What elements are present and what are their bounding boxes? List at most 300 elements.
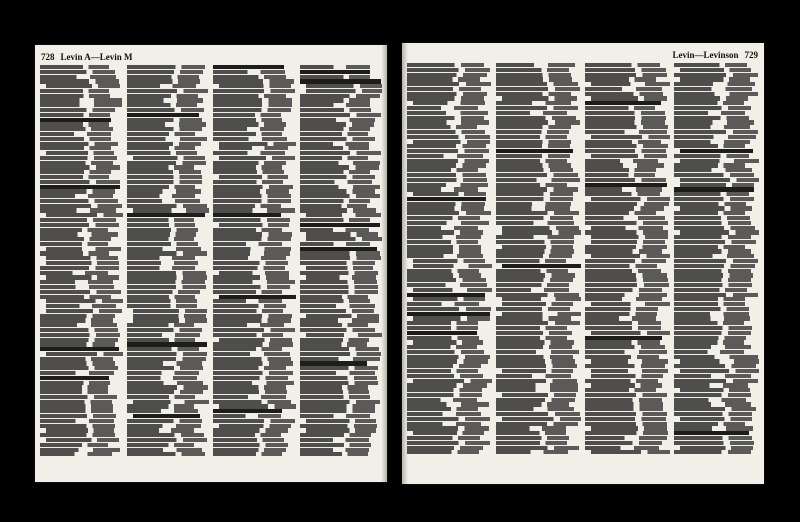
directory-entry — [300, 376, 378, 380]
directory-entry — [407, 302, 479, 306]
directory-entry — [219, 84, 291, 88]
directory-entry — [300, 443, 372, 447]
directory-entry — [674, 288, 747, 292]
directory-entry — [300, 352, 382, 356]
directory-entry — [585, 125, 668, 129]
directory-entry — [591, 254, 670, 258]
directory-entry — [407, 350, 484, 354]
directory-entry — [496, 106, 578, 110]
directory-entry — [127, 98, 204, 102]
directory-entry — [213, 347, 282, 351]
directory-entry — [40, 400, 112, 404]
directory-entry — [407, 135, 490, 139]
directory-entry — [496, 101, 571, 105]
directory-entry — [300, 208, 377, 212]
directory-entry — [219, 223, 289, 227]
directory-entry — [407, 183, 488, 187]
directory-entry — [127, 151, 198, 155]
directory-entry — [127, 295, 195, 299]
directory-entry — [40, 161, 113, 165]
directory-entry — [127, 323, 195, 327]
directory-entry — [300, 247, 378, 251]
directory-entry — [213, 304, 286, 308]
directory-entry — [674, 402, 751, 406]
directory-entry — [407, 383, 487, 387]
directory-entry — [496, 426, 566, 430]
directory-entry — [407, 407, 478, 411]
directory-entry — [407, 393, 482, 397]
directory-entry — [40, 70, 115, 74]
directory-entry — [127, 146, 195, 150]
directory-entry — [674, 393, 751, 397]
directory-entry — [213, 189, 289, 193]
directory-entry — [585, 230, 668, 234]
directory-entry — [300, 165, 379, 169]
directory-entry — [407, 278, 486, 282]
directory-entry — [40, 132, 111, 136]
directory-entry — [133, 208, 210, 212]
directory-entry — [219, 175, 288, 179]
directory-entry — [585, 393, 667, 397]
directory-entry — [496, 197, 573, 201]
directory-entry — [585, 283, 669, 287]
directory-entry — [674, 307, 749, 311]
directory-entry — [585, 336, 662, 340]
directory-entry — [585, 417, 666, 421]
right-column-2 — [496, 63, 581, 478]
directory-entry — [46, 438, 119, 442]
directory-entry — [674, 245, 745, 249]
directory-entry — [127, 448, 202, 452]
right-gutter-shadow — [402, 43, 408, 484]
directory-entry — [213, 213, 281, 217]
directory-entry — [300, 189, 376, 193]
directory-entry — [46, 247, 121, 251]
directory-entry — [127, 366, 204, 370]
directory-entry — [127, 395, 195, 399]
directory-entry — [674, 187, 754, 191]
directory-entry — [585, 446, 659, 450]
directory-entry — [407, 240, 478, 244]
directory-entry — [40, 65, 109, 69]
directory-entry — [219, 142, 296, 146]
directory-entry — [413, 379, 492, 383]
directory-entry — [213, 237, 291, 241]
directory-entry — [40, 448, 120, 452]
directory-entry — [40, 357, 113, 361]
directory-entry — [40, 122, 109, 126]
directory-entry — [674, 254, 754, 258]
directory-entry — [46, 352, 123, 356]
directory-entry — [213, 400, 291, 404]
directory-entry — [407, 149, 489, 153]
directory-entry — [407, 77, 480, 81]
directory-entry — [300, 256, 382, 260]
directory-entry — [407, 402, 489, 406]
directory-entry — [300, 409, 375, 413]
directory-entry — [127, 65, 205, 69]
directory-entry — [300, 194, 381, 198]
directory-entry — [213, 170, 284, 174]
directory-entry — [407, 321, 478, 325]
directory-entry — [407, 374, 483, 378]
directory-entry — [674, 163, 745, 167]
directory-entry — [133, 156, 206, 160]
directory-entry — [213, 414, 281, 418]
directory-entry — [674, 106, 751, 110]
directory-entry — [213, 419, 295, 423]
directory-entry — [680, 446, 753, 450]
left-column-3 — [213, 65, 296, 476]
directory-entry — [300, 342, 368, 346]
directory-entry — [40, 208, 116, 212]
directory-entry — [300, 304, 375, 308]
directory-entry — [127, 409, 199, 413]
directory-entry — [300, 361, 368, 365]
directory-entry — [300, 280, 378, 284]
directory-entry — [674, 168, 752, 172]
directory-entry — [213, 371, 293, 375]
directory-entry — [496, 159, 567, 163]
directory-entry — [674, 321, 744, 325]
directory-entry — [213, 137, 287, 141]
directory-entry — [300, 290, 378, 294]
directory-entry — [585, 398, 662, 402]
directory-entry — [213, 127, 284, 131]
directory-entry — [496, 412, 580, 416]
directory-entry — [40, 333, 120, 337]
directory-entry — [127, 75, 200, 79]
directory-entry — [674, 216, 750, 220]
left-page-number: 728 — [41, 52, 55, 62]
directory-entry — [127, 170, 201, 174]
directory-entry — [213, 218, 290, 222]
directory-entry — [407, 116, 484, 120]
directory-entry — [133, 318, 207, 322]
directory-entry — [133, 400, 210, 404]
directory-entry — [300, 448, 369, 452]
directory-entry — [413, 297, 485, 301]
directory-entry — [496, 331, 572, 335]
right-page-columns — [407, 63, 759, 478]
directory-entry — [127, 175, 202, 179]
directory-entry — [680, 230, 759, 234]
directory-entry — [213, 161, 286, 165]
directory-entry — [496, 374, 571, 378]
directory-entry — [585, 192, 660, 196]
directory-entry — [127, 132, 195, 136]
directory-entry — [407, 369, 478, 373]
directory-entry — [496, 307, 570, 311]
directory-entry — [300, 424, 378, 428]
directory-entry — [585, 206, 664, 210]
directory-entry — [413, 264, 492, 268]
directory-entry — [127, 84, 196, 88]
directory-entry — [127, 438, 207, 442]
directory-entry — [127, 199, 200, 203]
directory-entry — [674, 407, 756, 411]
directory-entry — [674, 293, 758, 297]
directory-entry — [585, 120, 665, 124]
directory-entry — [40, 204, 122, 208]
directory-entry — [40, 89, 109, 93]
directory-entry — [127, 342, 208, 346]
directory-entry — [496, 206, 570, 210]
directory-entry — [496, 211, 579, 215]
directory-entry — [40, 98, 122, 102]
directory-entry — [213, 65, 284, 69]
directory-entry — [40, 424, 115, 428]
directory-entry — [496, 82, 578, 86]
directory-entry — [127, 443, 195, 447]
directory-entry — [585, 312, 657, 316]
directory-entry — [407, 269, 479, 273]
right-page-number: 729 — [744, 50, 758, 60]
directory-entry — [585, 259, 666, 263]
directory-entry — [502, 226, 579, 230]
directory-entry — [674, 441, 754, 445]
directory-entry — [300, 142, 369, 146]
directory-entry — [674, 154, 749, 158]
directory-entry — [40, 314, 115, 318]
directory-entry — [585, 431, 668, 435]
directory-entry — [674, 273, 753, 277]
directory-entry — [127, 361, 203, 365]
directory-entry — [300, 108, 372, 112]
directory-entry — [213, 385, 286, 389]
directory-entry — [213, 194, 291, 198]
directory-entry — [591, 82, 670, 86]
directory-entry — [496, 163, 571, 167]
directory-entry — [219, 424, 291, 428]
directory-entry — [585, 101, 661, 105]
directory-entry — [585, 111, 665, 115]
directory-entry — [40, 452, 112, 456]
directory-entry — [591, 154, 667, 158]
directory-entry — [300, 65, 371, 69]
directory-entry — [40, 381, 110, 385]
directory-entry — [407, 226, 478, 230]
directory-entry — [127, 304, 197, 308]
directory-entry — [496, 192, 573, 196]
directory-entry — [674, 73, 758, 77]
directory-entry — [127, 271, 206, 275]
directory-entry — [585, 350, 667, 354]
directory-entry — [585, 273, 667, 277]
directory-entry — [127, 213, 205, 217]
directory-entry — [496, 379, 577, 383]
directory-entry — [40, 185, 120, 189]
directory-entry — [407, 417, 490, 421]
directory-entry — [40, 142, 118, 146]
directory-entry — [213, 199, 291, 203]
directory-entry — [496, 398, 575, 402]
directory-entry — [413, 288, 492, 292]
directory-entry — [46, 299, 123, 303]
directory-entry — [496, 221, 574, 225]
directory-entry — [496, 355, 573, 359]
directory-entry — [127, 180, 203, 184]
directory-entry — [40, 443, 108, 447]
directory-entry — [585, 441, 662, 445]
directory-entry — [40, 385, 108, 389]
directory-entry — [127, 256, 195, 260]
directory-entry — [585, 149, 666, 153]
directory-entry — [496, 125, 571, 129]
directory-entry — [40, 75, 116, 79]
directory-entry — [213, 285, 290, 289]
directory-entry — [407, 235, 481, 239]
directory-entry — [213, 180, 283, 184]
directory-entry — [585, 288, 662, 292]
directory-entry — [219, 338, 292, 342]
directory-entry — [40, 146, 111, 150]
directory-entry — [127, 113, 200, 117]
left-column-4 — [300, 65, 383, 476]
directory-entry — [502, 96, 577, 100]
directory-entry — [496, 135, 567, 139]
directory-entry — [40, 228, 108, 232]
directory-entry — [496, 116, 576, 120]
directory-entry — [407, 173, 486, 177]
directory-entry — [407, 106, 478, 110]
directory-entry — [213, 361, 293, 365]
directory-entry — [680, 417, 752, 421]
directory-entry — [300, 242, 370, 246]
directory-entry — [127, 328, 202, 332]
directory-entry — [127, 371, 200, 375]
directory-entry — [133, 314, 206, 318]
left-running-head: Levin A—Levin M — [60, 52, 133, 62]
directory-entry — [40, 280, 113, 284]
directory-entry — [674, 211, 745, 215]
directory-entry — [496, 326, 567, 330]
directory-entry — [127, 428, 195, 432]
directory-entry — [300, 79, 382, 83]
directory-entry — [674, 379, 758, 383]
directory-entry — [213, 165, 282, 169]
directory-entry — [496, 77, 572, 81]
directory-entry — [213, 366, 286, 370]
directory-entry — [674, 96, 748, 100]
directory-entry — [306, 84, 383, 88]
directory-entry — [591, 450, 670, 454]
directory-entry — [674, 283, 752, 287]
directory-entry — [306, 237, 383, 241]
directory-entry — [213, 79, 294, 83]
directory-entry — [407, 96, 484, 100]
directory-entry — [407, 283, 487, 287]
directory-entry — [585, 178, 666, 182]
directory-entry — [127, 89, 209, 93]
directory-entry — [127, 218, 195, 222]
directory-entry — [127, 347, 200, 351]
directory-entry — [585, 163, 664, 167]
directory-entry — [674, 249, 751, 253]
directory-entry — [213, 266, 285, 270]
directory-entry — [585, 221, 668, 225]
directory-entry — [219, 295, 296, 299]
directory-entry — [680, 183, 754, 187]
directory-entry — [300, 371, 375, 375]
directory-entry — [407, 163, 486, 167]
directory-entry — [674, 125, 750, 129]
directory-entry — [496, 293, 579, 297]
directory-entry — [40, 433, 115, 437]
directory-entry — [674, 192, 749, 196]
directory-entry — [133, 309, 207, 313]
directory-entry — [496, 431, 566, 435]
directory-entry — [674, 87, 752, 91]
directory-entry — [40, 376, 109, 380]
directory-entry — [674, 92, 758, 96]
directory-entry — [46, 84, 120, 88]
directory-entry — [585, 407, 663, 411]
directory-entry — [674, 63, 747, 67]
directory-entry — [213, 309, 283, 313]
directory-entry — [496, 235, 574, 239]
directory-entry — [300, 70, 370, 74]
directory-entry — [585, 340, 660, 344]
directory-entry — [127, 357, 206, 361]
directory-entry — [306, 333, 383, 337]
directory-entry — [46, 151, 114, 155]
directory-entry — [300, 251, 380, 255]
directory-entry — [585, 92, 663, 96]
directory-entry — [407, 436, 480, 440]
directory-entry — [300, 261, 376, 265]
directory-entry — [127, 122, 206, 126]
directory-entry — [585, 68, 666, 72]
directory-entry — [585, 293, 667, 297]
directory-entry — [300, 404, 375, 408]
directory-entry — [407, 249, 481, 253]
right-column-3 — [585, 63, 670, 478]
directory-entry — [496, 92, 571, 96]
directory-entry — [407, 312, 490, 316]
directory-entry — [496, 216, 573, 220]
directory-entry — [680, 77, 750, 81]
directory-entry — [674, 278, 751, 282]
directory-entry — [585, 345, 665, 349]
directory-entry — [213, 208, 295, 212]
directory-entry — [300, 170, 371, 174]
directory-entry — [496, 422, 578, 426]
directory-entry — [300, 94, 381, 98]
directory-entry — [407, 120, 489, 124]
directory-entry — [585, 183, 667, 187]
directory-entry — [496, 68, 569, 72]
directory-entry — [496, 350, 579, 354]
directory-entry — [300, 414, 371, 418]
directory-entry — [40, 170, 111, 174]
directory-entry — [407, 87, 481, 91]
directory-entry — [680, 159, 759, 163]
directory-entry — [407, 426, 489, 430]
directory-entry — [585, 402, 663, 406]
directory-entry — [413, 259, 485, 263]
directory-entry — [46, 213, 123, 217]
directory-entry — [502, 297, 581, 301]
directory-entry — [40, 295, 111, 299]
directory-entry — [496, 178, 580, 182]
directory-entry — [496, 87, 580, 91]
directory-entry — [407, 326, 478, 330]
directory-entry — [496, 120, 580, 124]
directory-entry — [300, 218, 370, 222]
directory-entry — [127, 204, 207, 208]
directory-entry — [496, 345, 572, 349]
